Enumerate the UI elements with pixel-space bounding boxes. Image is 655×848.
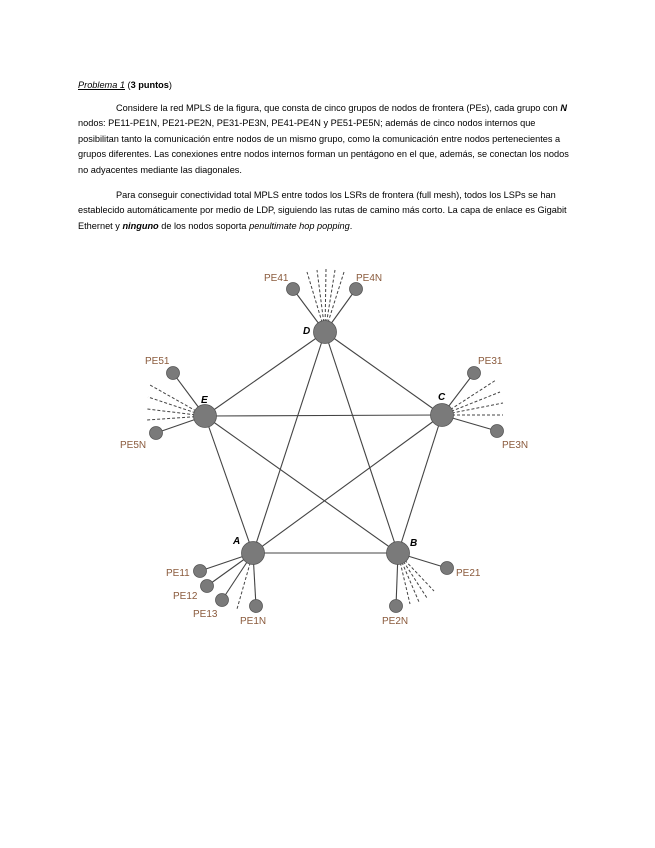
pe31-node [468, 367, 481, 380]
p2-part1: Para conseguir conectividad total MPLS entre todos los LSRs de frontera (full mesh), todos los LSPs se han establecido automáticamente por medio de LDP, siguiendo las rutas de camino más corto. La capa de enlace es Gigabit Ethernet y [78, 190, 567, 231]
pe51-node [167, 367, 180, 380]
pe4n-label: PE4N [356, 273, 383, 284]
pe12-label: PE12 [173, 591, 198, 602]
p1-before-n: Considere la red MPLS de la figura, que consta de cinco grupos de nodos de frontera (PEs), cada grupo con [116, 103, 561, 113]
pe5n-node [150, 427, 163, 440]
node-a [242, 542, 265, 565]
pe21-label: PE21 [456, 568, 481, 579]
points-close: ) [168, 80, 172, 90]
pe21-node [441, 562, 454, 575]
edge-c-a [253, 415, 442, 553]
pe2n-label: PE2N [382, 616, 409, 627]
edge-c-b [398, 415, 442, 553]
pe11-label: PE11 [166, 568, 190, 579]
edge-e-d [205, 332, 325, 416]
node-e-label: E [201, 395, 208, 406]
node-a-label: A [233, 536, 241, 547]
pe1n-node [250, 600, 263, 613]
pe11-node [194, 565, 207, 578]
pe5n-label: PE5N [120, 440, 147, 451]
node-e [194, 405, 217, 428]
pe13-label: PE13 [193, 609, 218, 620]
pe1n-label: PE1N [240, 616, 267, 627]
p2-part3: . [349, 220, 353, 231]
node-d [314, 321, 337, 344]
p1-n-variable: N [560, 103, 567, 113]
edge-e-b [205, 416, 398, 553]
edge-a-e [205, 416, 253, 553]
p2-emphasis: ninguno [122, 220, 159, 231]
problem-points: 3 puntos [130, 80, 169, 90]
problem-title: Problema 1 [78, 80, 125, 90]
p2-part2: de los nodos soporta [158, 220, 250, 231]
internal-nodes [194, 321, 454, 565]
edge-d-b [325, 332, 398, 553]
pe12-node [201, 580, 214, 593]
pe31-label: PE31 [478, 356, 503, 367]
node-c-label: C [438, 392, 446, 403]
p2-italic: penultimate hop popping [249, 220, 350, 231]
dashed-pe-groups [147, 269, 503, 609]
node-b-label: B [410, 538, 418, 549]
edge-d-c [325, 332, 442, 415]
pe13-node [216, 594, 229, 607]
pe3n-node [491, 425, 504, 438]
node-c [431, 404, 454, 427]
node-d-label: D [303, 326, 311, 337]
pe41-label: PE41 [264, 273, 289, 284]
diagonal-edges [205, 332, 442, 553]
pe4n-node [350, 283, 363, 296]
pe3n-label: PE3N [502, 440, 529, 451]
points-open: ( [124, 80, 131, 90]
pe41-node [287, 283, 300, 296]
pe2n-node [390, 600, 403, 613]
node-b [387, 542, 410, 565]
pe51-label: PE51 [145, 356, 170, 367]
edge-c-e [205, 415, 442, 416]
p1-after-n: nodos: PE11-PE1N, PE21-PE2N, PE31-PE3N, PE41-PE4N y PE51-PE5N; además de cinco nodos internos que posibilitan tanto la comunicación entre nodos de un mismo grupo, como la comunicación entre nodos pertenecientes a grupos diferentes. Las conexiones entre nodos internos forman un pentágono en el que, además, se conectan los nodos no adyacentes mediante las diagonales. [78, 118, 569, 175]
edge-d-a [253, 332, 325, 553]
pentagon-edges [205, 332, 442, 553]
